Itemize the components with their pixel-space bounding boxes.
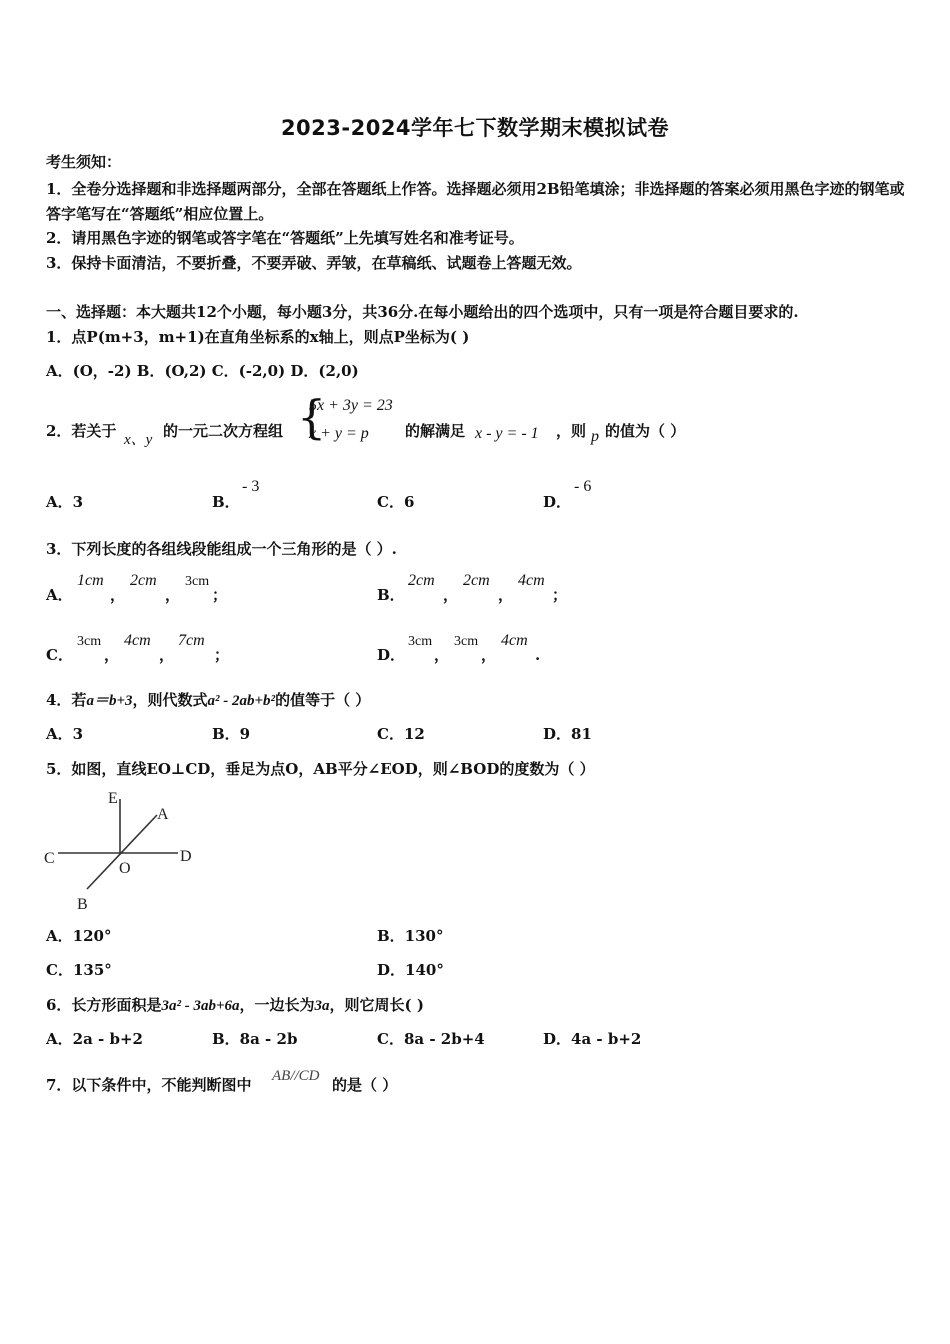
question-4-stem (46, 690, 370, 711)
q3-c-len-3: 7cm (178, 632, 205, 649)
question-2-condition: x - y = - 1 (475, 425, 539, 442)
q3-a-sep-2: ， (165, 586, 181, 604)
question-4-mid: ，则代数式 (132, 691, 208, 709)
question-4-option-a: A．3 (46, 725, 84, 743)
question-3-option-a-label: A． (46, 586, 73, 604)
q3-b-len-2: 2cm (463, 572, 490, 589)
q3-c-sep-1: ， (104, 646, 120, 664)
equation-system-brace: { (297, 390, 327, 444)
question-6-option-a: A．2a - b+2 (46, 1030, 143, 1048)
question-4-prefix: 4．若 (46, 691, 87, 709)
q3-d-len-3: 4cm (501, 632, 528, 649)
question-6-prefix: 6．长方形面积是 (46, 996, 162, 1014)
q3-a-len-3: 3cm (185, 574, 210, 589)
question-2-option-b-value: - 3 (242, 478, 260, 495)
question-4-condition: a＝b+3 (86, 693, 133, 709)
q3-c-semi: ； (214, 646, 230, 664)
label-e: E (108, 790, 118, 807)
q3-c-len-2: 4cm (124, 632, 151, 649)
q3-b-len-1: 2cm (408, 572, 435, 589)
label-c: C (44, 850, 55, 867)
question-4-expression: a² - 2ab+b² (207, 693, 276, 709)
question-2-vars: x、y (124, 432, 153, 448)
question-2-prefix: 2．若关于 (46, 422, 117, 440)
page-title: 2023-2024学年七下数学期末模拟试卷 (280, 116, 670, 140)
question-2-then: ，则 (556, 422, 587, 440)
q3-b-semi: ； (552, 586, 568, 604)
question-6-option-d: D．4a - b+2 (543, 1030, 642, 1048)
q3-d-len-2: 3cm (454, 634, 479, 649)
question-7-prefix: 7．以下条件中，不能判断图中 (46, 1076, 252, 1094)
question-5-option-a: A．120° (46, 927, 112, 945)
q3-a-len-1: 1cm (77, 572, 104, 589)
q3-d-sep-2: ， (481, 646, 497, 664)
question-2-after: 的解满足 (405, 422, 466, 440)
question-5-option-b: B．130° (377, 927, 444, 945)
question-6-expression: 3a² - 3ab+6a (161, 998, 240, 1014)
question-1-options: A．(O，-2) B．(O,2) C．(-2,0) D．(2,0) (46, 362, 359, 380)
notice-item-1: 1．全卷分选择题和非选择题两部分，全部在答题纸上作答。选择题必须用2B铅笔填涂；非选择题的答案必须用黑色字迹的钢笔或答字笔写在“答题纸”相应位置上。 (46, 180, 905, 223)
question-6-option-b: B．8a - 2b (212, 1030, 298, 1048)
q3-b-sep-2: ， (498, 586, 514, 604)
question-4-option-b: B．9 (212, 725, 251, 743)
question-5-option-c: C．135° (46, 961, 112, 979)
q3-d-period: . (535, 646, 541, 664)
question-4-end: 的值等于（ ） (275, 691, 371, 709)
q3-d-sep-1: ， (434, 646, 450, 664)
question-2-option-c: C．6 (377, 493, 415, 511)
q3-a-semi: ； (212, 586, 228, 604)
question-2-p: p (591, 428, 599, 445)
equation-2: x + y = p (309, 425, 369, 442)
question-3-option-b-label: B． (377, 586, 405, 604)
q3-b-sep-1: ， (443, 586, 459, 604)
question-5-option-d: D．140° (377, 961, 444, 979)
question-6-option-c: C．8a - 2b+4 (377, 1030, 485, 1048)
question-3-option-c-label: C． (46, 646, 73, 664)
notice-heading: 考生须知： (46, 153, 122, 171)
question-2-end: 的值为（ ） (605, 422, 686, 440)
notice-item-2: 2．请用黑色字迹的钢笔或答字笔在“答题纸”上先填写姓名和准考证号。 (46, 229, 524, 247)
question-6-side: 3a (314, 998, 330, 1014)
question-7-expression: AB//CD (272, 1068, 320, 1084)
label-a: A (157, 806, 169, 823)
label-d: D (180, 848, 192, 865)
question-2-option-b: B． (212, 493, 240, 511)
q3-d-len-1: 3cm (408, 634, 433, 649)
q3-b-len-3: 4cm (518, 572, 545, 589)
equation-1: 5x + 3y = 23 (309, 397, 393, 414)
question-6-stem (46, 995, 424, 1016)
question-1-stem: 1．点P(m+3，m+1)在直角坐标系的x轴上，则点P坐标为( ) (46, 328, 470, 346)
question-5-stem: 5．如图，直线EO⊥CD，垂足为点O，AB平分∠EOD，则∠BOD的度数为（ ） (46, 760, 595, 778)
question-6-end: ，则它周长( ) (329, 996, 424, 1014)
question-7-end: 的是（ ） (332, 1076, 398, 1094)
question-5-figure (40, 785, 210, 915)
q3-a-sep-1: ， (110, 586, 126, 604)
question-2-option-d: D． (543, 493, 572, 511)
label-b: B (77, 896, 88, 913)
q3-a-len-2: 2cm (130, 572, 157, 589)
question-4-option-c: C．12 (377, 725, 425, 743)
question-6-mid: ，一边长为 (239, 996, 315, 1014)
question-4-option-d: D．81 (543, 725, 592, 743)
question-2-option-a: A．3 (46, 493, 84, 511)
line-ab (87, 815, 157, 889)
question-3-stem: 3．下列长度的各组线段能组成一个三角形的是（ ）. (46, 540, 397, 558)
section-heading: 一、选择题：本大题共12个小题，每小题3分，共36分.在每小题给出的四个选项中，只有一项是符合题目要求的. (46, 303, 799, 321)
question-2-mid: 的一元二次方程组 (163, 422, 284, 440)
question-3-option-d-label: D． (377, 646, 406, 664)
q3-c-len-1: 3cm (77, 634, 102, 649)
notice-item-3: 3．保持卡面清洁，不要折叠，不要弄破、弄皱，在草稿纸、试题卷上答题无效。 (46, 254, 582, 272)
question-2-option-d-value: - 6 (574, 478, 592, 495)
q3-c-sep-2: ， (159, 646, 175, 664)
label-o: O (119, 860, 131, 877)
